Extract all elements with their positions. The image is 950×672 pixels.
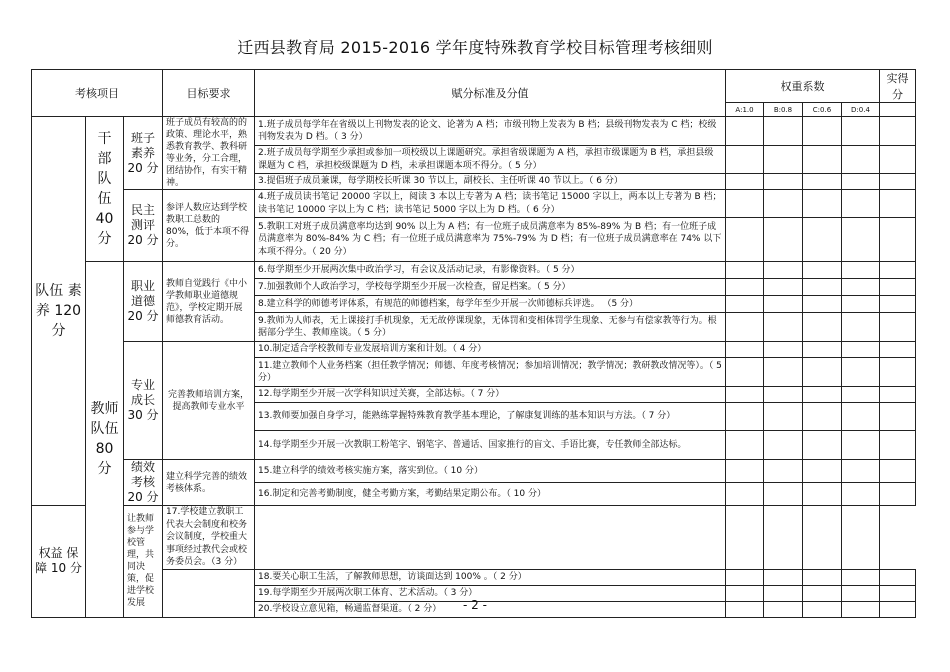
weight-cell [842,262,880,279]
header-score: 实得分 [880,70,916,103]
weight-cell [803,342,842,358]
weight-cell [803,387,842,403]
weight-cell [803,569,842,585]
criterion-6: 6.每学期至少开展两次集中政治学习，有会议及活动记录，有影像资料。（ 5 分） [255,262,726,279]
score-cell [880,403,916,431]
weight-cell [764,387,803,403]
goal-1: 班子成员有较高的的政策、理论水平，熟悉教育教学、教科研等业务，分工合理，团结协作，有实干精神。 [163,117,255,190]
table-edge-cell [163,569,255,585]
score-cell [880,174,916,190]
criterion-10: 10.制定适合学校教师专业发展培训方案和计划。（ 4 分） [255,342,726,358]
score-cell [880,117,916,146]
score-cell [880,342,916,358]
weight-cell [803,146,842,174]
score-cell [880,569,916,585]
criterion-12: 12.每学期至少开展一次学科知识过关赛，全部达标。（ 7 分） [255,387,726,403]
weight-cell [764,279,803,296]
criterion-9: 9.教师为人师表，无上课接打手机现象，无无故停课现象，无体罚和变相体罚学生现象、无参与有偿家教等行为。根据部分学生、教师座谈。（ 5 分） [255,313,726,342]
score-cell [880,146,916,174]
weight-cell [764,218,803,262]
weight-cell [764,190,803,218]
weight-cell [726,313,764,342]
weight-cell [842,279,880,296]
weight-cell [764,483,803,506]
weight-cell [803,279,842,296]
section-team: 队伍 素养 120分 [32,117,86,506]
header-item: 考核项目 [32,70,163,117]
weight-cell [764,262,803,279]
sub-team-quality: 班子 素养 20 分 [124,117,163,190]
weight-cell [726,296,764,313]
weight-cell [803,358,842,387]
weight-cell [803,431,842,460]
criterion-11: 11.建立教师个人业务档案（担任教学情况；师德、年度考核情况；参加培训情况；教学情况；教研教改情况等）。（ 5 分） [255,358,726,387]
criterion-13: 13.教师要加强自身学习，能熟练掌握特殊教育教学基本理论，了解康复训练的基本知识与方法。（ 7 分） [255,403,726,431]
weight-cell [764,358,803,387]
sub-professional-ethics: 职业 道德 20 分 [124,262,163,342]
criterion-17: 17.学校建立教职工代表大会制度和校务会议制度，学校重大事项经过教代会或校务委员会。（3 分） [163,506,255,570]
weight-cell [803,460,842,483]
weight-cell [764,313,803,342]
criterion-3: 3.提倡班子成员兼课，每学期校长听课 30 节以上，副校长、主任听课 40 节以上。（ 6 分） [255,174,726,190]
score-cell [880,279,916,296]
score-cell [880,358,916,387]
weight-cell [764,296,803,313]
weight-cell [764,117,803,146]
weight-cell [842,431,880,460]
goal-2: 参评人数应达到学校教职工总数的 80%，低于本项不得分。 [163,190,255,262]
criterion-4: 4.班子成员读书笔记 20000 字以上，阅读 3 本以上专著为 A 档；读书笔记 15000 字以上，两本以上专著为 B 档；读书笔记 10000 字以上为 C 档；读书笔记 5000 字以上为 D 档。（ 6 分） [255,190,726,218]
sub-democratic-evaluation: 民主 测评 20 分 [124,190,163,262]
score-cell [880,387,916,403]
weight-cell [842,358,880,387]
weight-cell [803,174,842,190]
weight-cell [842,218,880,262]
weight-cell [842,483,880,506]
weight-cell [764,569,803,585]
score-cell [880,103,916,117]
weight-cell [803,483,842,506]
goal-6: 让教师参与学校管理，共同决策，促进学校发展 [124,506,163,618]
sub-professional-growth: 专业 成长 30 分 [124,342,163,460]
score-cell [842,506,880,570]
weight-cell [842,146,880,174]
weight-cell [726,506,764,570]
goal-5: 建立科学完善的绩效考核体系。 [163,460,255,506]
score-cell [880,218,916,262]
goal-3: 教师自觉践行《中小学教师职业道德规范》，学校定期开展师德教育活动。 [163,262,255,342]
weight-cell [803,506,842,570]
weight-cell [764,506,803,570]
weight-c: C:0.6 [803,103,842,117]
score-cell [880,313,916,342]
weight-cell [726,483,764,506]
criterion-15: 15.建立科学的绩效考核实施方案，落实到位。（ 10 分） [255,460,726,483]
weight-cell [726,262,764,279]
criterion-5: 5.教职工对班子成员满意率均达到 90% 以上为 A 档；有一位班子成员满意率为 85%-89% 为 B 档；有一位班子成员满意率为 80%-84% 为 C 档；有一位班子成员满意率为 75%-79% 为 D 档；有一位班子成员满意率在 74% 以下本项不得分。（ 20 分） [255,218,726,262]
weight-cell [803,296,842,313]
assessment-table [31,69,916,618]
score-cell [880,190,916,218]
weight-cell [842,190,880,218]
header-weights: 权重系数 [726,70,880,103]
weight-cell [842,296,880,313]
weight-cell [726,431,764,460]
weight-cell [842,387,880,403]
criterion-8: 8.建立科学的师德考评体系，有规范的师德档案，每学年至少开展一次师德标兵评选。 （5 分） [255,296,726,313]
weight-cell [764,431,803,460]
page-number: - 2 - [463,598,487,612]
weight-d: D:0.4 [842,103,880,117]
weight-cell [726,117,764,146]
criterion-20: 20.学校设立意见箱，畅通监督渠道。（ 2 分） [255,601,726,617]
score-cell [880,483,916,506]
header-criteria: 赋分标准及分值 [255,70,726,117]
weight-cell [842,342,880,358]
section-cadre: 干 部 队 伍 40分 [86,117,124,262]
weight-cell [842,569,880,585]
weight-b: B:0.8 [764,103,803,117]
criterion-18: 18.要关心职工生活，了解教师思想，访谈面达到 100% 。（ 2 分） [255,569,726,585]
score-cell [880,262,916,279]
criterion-7: 7.加强教师个人政治学习，学校每学期至少开展一次检查，留足档案。（ 5 分） [255,279,726,296]
weight-cell [726,190,764,218]
score-cell [880,296,916,313]
weight-cell [726,174,764,190]
weight-a: A:1.0 [726,103,764,117]
criterion-19: 19.每学期至少开展两次职工体育、艺术活动。（ 3 分） [255,585,726,601]
weight-cell [764,146,803,174]
weight-cell [803,190,842,218]
section-teacher: 教师 队伍 80分 [86,262,124,618]
weight-cell [726,358,764,387]
weight-cell [803,218,842,262]
score-cell [880,460,916,483]
weight-cell [726,460,764,483]
weight-cell [726,146,764,174]
sub-rights-protection: 权益 保障 10 分 [32,506,86,618]
weight-cell [842,313,880,342]
weight-cell [764,174,803,190]
weight-cell [726,279,764,296]
goal-4: 完善教师培训方案，提高教师专业水平 [163,342,255,460]
weight-cell [726,387,764,403]
criterion-14: 14.每学期至少开展一次教职工粉笔字、钢笔字、普通话、国家推行的盲文、手语比赛，专任教师全部达标。 [255,431,726,460]
weight-cell [726,218,764,262]
weight-cell [842,174,880,190]
header-goal: 目标要求 [163,70,255,117]
weight-cell [842,460,880,483]
weight-cell [726,342,764,358]
weight-cell [842,403,880,431]
criterion-16: 16.制定和完善考勤制度，健全考勤方案，考勤结果定期公布。（ 10 分） [255,483,726,506]
weight-cell [764,460,803,483]
sub-performance-assessment: 绩效 考核 20 分 [124,460,163,506]
weight-cell [764,403,803,431]
criterion-1: 1.班子成员每学年在省级以上刊物发表的论文、论著为 A 档；市级刊物上发表为 B 档；县级刊物发表为 C 档；校级刊物发表为 D 档。（ 3 分） [255,117,726,146]
weight-cell [764,342,803,358]
weight-cell [842,117,880,146]
weight-cell [803,262,842,279]
weight-cell [803,313,842,342]
criterion-2: 2.班子成员每学期至少承担或参加一项校级以上课题研究。承担省级课题为 A 档，承担市级课题为 B 档，承担县级课题为 C 档，承担校级课题为 D 档，未承担课题本项不得分。（ 5 分） [255,146,726,174]
weight-cell [255,506,726,570]
weight-cell [803,117,842,146]
weight-cell [726,403,764,431]
weight-cell [803,403,842,431]
page-title: 迁西县教育局 2015-2016 学年度特殊教育学校目标管理考核细则 [237,38,713,57]
weight-cell [726,569,764,585]
score-cell [880,431,916,460]
